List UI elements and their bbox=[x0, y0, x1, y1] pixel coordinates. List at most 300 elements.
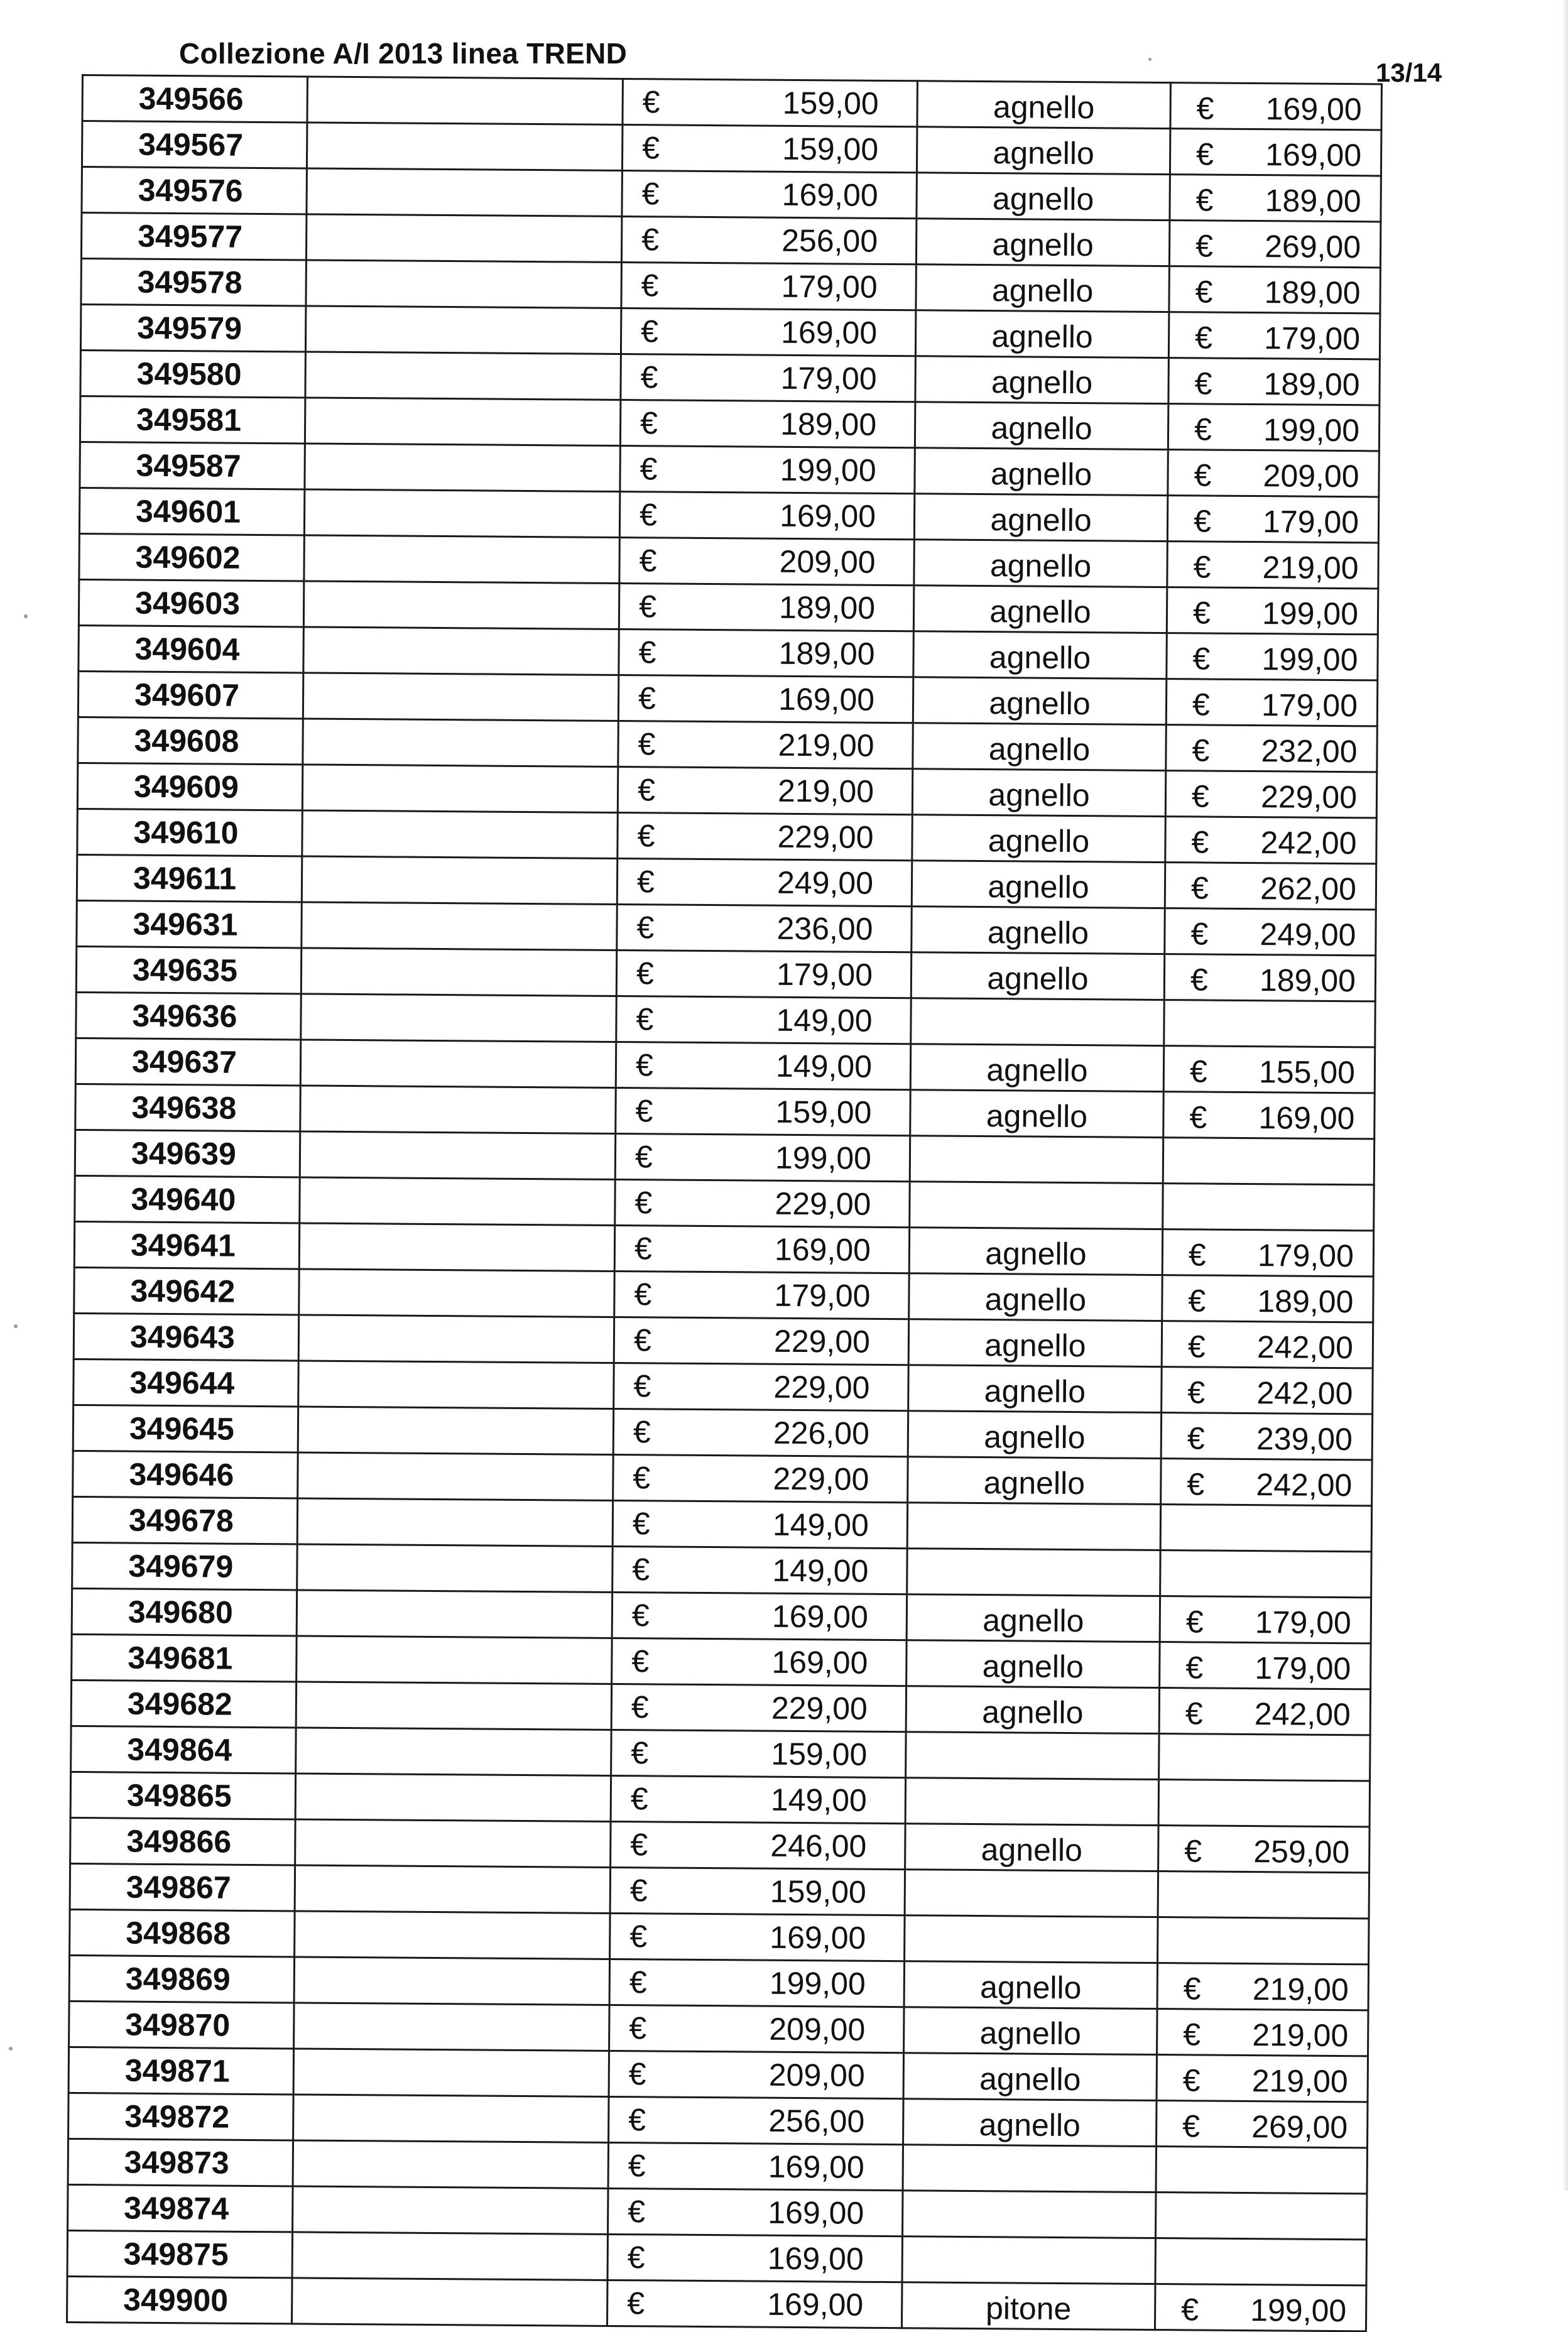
currency-symbol: € bbox=[612, 1500, 658, 1547]
currency-symbol: € bbox=[1155, 2284, 1200, 2331]
base-price: 236,00 bbox=[662, 905, 912, 952]
description-cell bbox=[298, 1452, 613, 1501]
scan-speck bbox=[24, 614, 28, 618]
currency-symbol: € bbox=[1168, 450, 1214, 496]
material-price: 219,00 bbox=[1212, 542, 1379, 589]
material-name bbox=[910, 1182, 1163, 1229]
base-price: 229,00 bbox=[660, 1180, 910, 1228]
description-cell bbox=[293, 2140, 608, 2189]
article-code: 349680 bbox=[72, 1588, 297, 1635]
currency-symbol: € bbox=[613, 1454, 659, 1501]
currency-symbol: € bbox=[619, 491, 665, 538]
currency-symbol: € bbox=[1168, 404, 1214, 450]
description-cell bbox=[299, 1223, 614, 1272]
base-price: 246,00 bbox=[656, 1822, 905, 1870]
description-cell bbox=[304, 489, 619, 538]
currency-symbol: € bbox=[1157, 2101, 1202, 2147]
currency-symbol: € bbox=[612, 1592, 658, 1638]
description-cell bbox=[297, 1636, 612, 1684]
description-cell bbox=[303, 627, 619, 675]
article-code: 349641 bbox=[74, 1221, 300, 1268]
material-name: agnello bbox=[904, 1961, 1157, 2009]
base-price: 149,00 bbox=[656, 1776, 906, 1824]
description-cell bbox=[293, 2095, 609, 2143]
description-cell bbox=[298, 1361, 614, 1409]
article-code: 349603 bbox=[79, 579, 304, 626]
base-price: 169,00 bbox=[666, 308, 916, 356]
article-code: 349602 bbox=[79, 533, 305, 580]
description-cell bbox=[303, 581, 619, 629]
currency-symbol: € bbox=[614, 1271, 660, 1317]
material-name: agnello bbox=[908, 1457, 1161, 1505]
material-name: agnello bbox=[910, 1090, 1163, 1138]
currency-symbol: € bbox=[612, 1638, 658, 1684]
description-cell bbox=[294, 1957, 609, 2005]
currency-symbol: € bbox=[1167, 542, 1213, 588]
material-name: agnello bbox=[913, 677, 1166, 725]
description-cell bbox=[302, 856, 617, 905]
base-price: 226,00 bbox=[658, 1409, 908, 1457]
base-price: 159,00 bbox=[655, 1868, 905, 1915]
currency-symbol: € bbox=[1162, 1321, 1207, 1368]
article-code: 349679 bbox=[72, 1542, 298, 1589]
description-cell bbox=[295, 1865, 610, 1914]
base-price: 256,00 bbox=[654, 2097, 904, 2145]
article-code: 349640 bbox=[75, 1175, 300, 1223]
material-price: 179,00 bbox=[1212, 496, 1379, 543]
material-price bbox=[1208, 1184, 1375, 1231]
currency-symbol: € bbox=[1165, 908, 1211, 955]
material-price: 249,00 bbox=[1210, 908, 1376, 956]
price-list-table bbox=[66, 74, 1383, 2332]
article-code: 349579 bbox=[80, 305, 306, 352]
currency-symbol: € bbox=[609, 2005, 655, 2051]
currency-symbol: € bbox=[616, 996, 662, 1042]
article-code: 349682 bbox=[71, 1680, 297, 1727]
scan-speck bbox=[14, 1324, 18, 1328]
base-price: 159,00 bbox=[661, 1088, 911, 1136]
material-name bbox=[905, 1870, 1158, 1917]
base-price: 209,00 bbox=[655, 2005, 905, 2053]
material-price: 189,00 bbox=[1215, 175, 1381, 222]
currency-symbol: € bbox=[1167, 496, 1213, 542]
material-name: agnello bbox=[915, 402, 1168, 450]
article-code: 349578 bbox=[81, 259, 307, 306]
currency-symbol: € bbox=[611, 1775, 656, 1822]
currency-symbol bbox=[1156, 2147, 1202, 2193]
description-cell bbox=[302, 810, 618, 859]
currency-symbol: € bbox=[1161, 1413, 1207, 1459]
article-code: 349638 bbox=[75, 1084, 301, 1131]
base-price: 229,00 bbox=[658, 1455, 908, 1503]
description-cell bbox=[302, 765, 618, 813]
currency-symbol bbox=[1158, 1917, 1204, 1964]
currency-symbol: € bbox=[1169, 266, 1215, 313]
description-cell bbox=[307, 168, 622, 217]
material-name: agnello bbox=[917, 127, 1170, 175]
base-price: 219,00 bbox=[663, 721, 913, 769]
description-cell bbox=[306, 260, 621, 308]
description-cell bbox=[296, 1682, 611, 1730]
currency-symbol: € bbox=[618, 812, 663, 859]
material-name bbox=[903, 2145, 1156, 2193]
currency-symbol: € bbox=[1158, 1826, 1204, 1872]
material-name: agnello bbox=[910, 1044, 1163, 1092]
material-price bbox=[1208, 1138, 1375, 1185]
description-cell bbox=[304, 535, 619, 584]
article-code: 349580 bbox=[80, 350, 306, 397]
article-code: 349642 bbox=[74, 1267, 300, 1314]
currency-symbol: € bbox=[1163, 1092, 1209, 1138]
currency-symbol: € bbox=[611, 1684, 657, 1730]
currency-symbol: € bbox=[1157, 2055, 1202, 2101]
description-cell bbox=[298, 1315, 614, 1363]
description-cell bbox=[298, 1407, 613, 1455]
material-name: agnello bbox=[917, 173, 1170, 221]
material-name: agnello bbox=[903, 2053, 1157, 2101]
material-name: agnello bbox=[915, 310, 1168, 358]
table-row bbox=[67, 2276, 1366, 2331]
base-price: 169,00 bbox=[657, 1638, 907, 1686]
base-price: 169,00 bbox=[667, 171, 917, 219]
material-price: 189,00 bbox=[1209, 954, 1376, 1001]
article-code: 349607 bbox=[78, 671, 303, 718]
material-price bbox=[1206, 1550, 1372, 1598]
currency-symbol: € bbox=[1160, 1596, 1206, 1643]
article-code: 349581 bbox=[80, 396, 305, 443]
material-name: agnello bbox=[904, 2007, 1157, 2055]
currency-symbol: € bbox=[1168, 358, 1214, 405]
material-name: agnello bbox=[912, 861, 1165, 908]
currency-symbol: € bbox=[607, 2280, 653, 2326]
base-price: 169,00 bbox=[655, 1914, 905, 1961]
material-name: agnello bbox=[913, 631, 1167, 679]
base-price: 256,00 bbox=[667, 217, 917, 264]
material-name: agnello bbox=[908, 1365, 1162, 1413]
article-code: 349637 bbox=[75, 1038, 301, 1085]
description-cell bbox=[305, 398, 620, 446]
currency-symbol bbox=[1159, 1734, 1205, 1780]
description-cell bbox=[307, 123, 622, 171]
base-price: 149,00 bbox=[658, 1547, 908, 1594]
article-code: 349871 bbox=[68, 2047, 294, 2094]
description-cell bbox=[299, 1269, 614, 1317]
base-price: 189,00 bbox=[664, 584, 914, 631]
article-code: 349681 bbox=[72, 1634, 297, 1681]
base-price: 169,00 bbox=[653, 2235, 903, 2282]
description-cell bbox=[292, 2232, 607, 2280]
material-name bbox=[907, 1549, 1160, 1596]
article-code: 349609 bbox=[77, 763, 303, 810]
base-price: 199,00 bbox=[660, 1134, 910, 1182]
material-name bbox=[906, 1732, 1159, 1780]
description-cell bbox=[305, 306, 621, 354]
currency-symbol: € bbox=[620, 446, 666, 493]
base-price: 209,00 bbox=[654, 2051, 904, 2099]
material-name: agnello bbox=[914, 494, 1167, 542]
article-code: 349864 bbox=[71, 1726, 297, 1773]
description-cell bbox=[292, 2278, 607, 2326]
currency-symbol: € bbox=[611, 1730, 657, 1776]
base-price: 229,00 bbox=[663, 813, 913, 861]
material-name: agnello bbox=[906, 1686, 1159, 1734]
article-code: 349566 bbox=[82, 75, 308, 123]
currency-symbol: € bbox=[1167, 587, 1212, 634]
material-name: agnello bbox=[913, 723, 1166, 771]
currency-symbol: € bbox=[1170, 129, 1216, 175]
article-code: 349869 bbox=[69, 1955, 295, 2002]
scan-edge-shadow bbox=[1562, 0, 1568, 2191]
currency-symbol: € bbox=[1162, 1275, 1208, 1322]
currency-symbol bbox=[1158, 1780, 1204, 1826]
material-price bbox=[1200, 2193, 1367, 2240]
material-price: 219,00 bbox=[1202, 2055, 1368, 2102]
article-code: 349601 bbox=[79, 488, 305, 535]
currency-symbol: € bbox=[615, 1179, 661, 1226]
base-price: 149,00 bbox=[658, 1501, 908, 1549]
material-name bbox=[902, 2237, 1155, 2284]
material-name: agnello bbox=[915, 356, 1168, 404]
base-price: 169,00 bbox=[652, 2280, 902, 2328]
article-code: 349604 bbox=[79, 625, 304, 672]
base-price: 169,00 bbox=[665, 492, 914, 540]
base-price: 169,00 bbox=[657, 1593, 907, 1640]
article-code: 349567 bbox=[82, 121, 307, 168]
material-price: 269,00 bbox=[1202, 2101, 1368, 2148]
material-price bbox=[1201, 2147, 1368, 2194]
currency-symbol: € bbox=[613, 1408, 659, 1455]
base-price: 179,00 bbox=[667, 263, 917, 310]
material-price: 242,00 bbox=[1207, 1321, 1373, 1368]
description-cell bbox=[295, 1774, 611, 1822]
material-name: agnello bbox=[912, 815, 1165, 863]
description-cell bbox=[303, 719, 618, 767]
currency-symbol: € bbox=[1167, 633, 1212, 680]
base-price: 159,00 bbox=[667, 125, 917, 173]
material-price bbox=[1209, 1000, 1376, 1047]
material-price: 179,00 bbox=[1207, 1229, 1374, 1277]
description-cell bbox=[293, 2049, 609, 2097]
article-code: 349868 bbox=[70, 1909, 295, 1956]
currency-symbol: € bbox=[617, 904, 663, 951]
currency-symbol: € bbox=[608, 2188, 654, 2235]
article-code: 349870 bbox=[69, 2001, 295, 2048]
article-code: 349872 bbox=[68, 2093, 294, 2140]
material-price: 269,00 bbox=[1214, 221, 1381, 268]
currency-symbol: € bbox=[622, 125, 668, 172]
currency-symbol: € bbox=[614, 1363, 660, 1409]
base-price: 169,00 bbox=[653, 2189, 903, 2237]
description-cell bbox=[294, 2003, 609, 2051]
article-code: 349587 bbox=[80, 442, 305, 489]
page-number: 13/14 bbox=[1376, 58, 1442, 87]
base-price: 199,00 bbox=[665, 446, 915, 494]
material-name bbox=[907, 1503, 1160, 1550]
material-price: 239,00 bbox=[1206, 1413, 1373, 1460]
article-code: 349873 bbox=[68, 2139, 293, 2186]
article-code: 349608 bbox=[78, 717, 303, 764]
description-cell bbox=[300, 1131, 615, 1180]
currency-symbol: € bbox=[1166, 725, 1212, 771]
currency-symbol: € bbox=[621, 308, 667, 355]
material-name: agnello bbox=[906, 1594, 1160, 1642]
article-code: 349866 bbox=[70, 1817, 296, 1865]
currency-symbol: € bbox=[611, 1821, 656, 1868]
material-price: 219,00 bbox=[1202, 1963, 1369, 2010]
material-name bbox=[911, 998, 1164, 1046]
base-price: 179,00 bbox=[666, 354, 915, 402]
material-price bbox=[1203, 1872, 1369, 1919]
currency-symbol: € bbox=[1157, 1963, 1203, 2010]
material-price: 179,00 bbox=[1214, 312, 1380, 359]
base-price: 159,00 bbox=[656, 1730, 906, 1778]
currency-symbol: € bbox=[1160, 1642, 1206, 1689]
material-name: pitone bbox=[901, 2282, 1155, 2330]
base-price: 229,00 bbox=[659, 1363, 908, 1411]
currency-symbol: € bbox=[610, 1867, 656, 1914]
material-name: agnello bbox=[917, 81, 1170, 129]
currency-symbol bbox=[1160, 1550, 1206, 1597]
description-cell bbox=[295, 1819, 611, 1868]
base-price: 179,00 bbox=[662, 951, 911, 998]
currency-symbol: € bbox=[1166, 679, 1212, 726]
currency-symbol: € bbox=[618, 675, 664, 721]
material-price bbox=[1200, 2238, 1367, 2286]
base-price: 149,00 bbox=[662, 996, 911, 1044]
article-code: 349631 bbox=[77, 900, 302, 947]
currency-symbol: € bbox=[609, 1959, 655, 2005]
article-code: 349636 bbox=[76, 992, 302, 1039]
currency-symbol: € bbox=[619, 629, 665, 675]
currency-symbol: € bbox=[623, 79, 668, 126]
currency-symbol: € bbox=[1170, 175, 1216, 221]
currency-symbol bbox=[1158, 1872, 1204, 1918]
material-price: 189,00 bbox=[1214, 358, 1380, 405]
material-name: agnello bbox=[913, 586, 1167, 633]
currency-symbol: € bbox=[616, 1042, 662, 1088]
description-cell bbox=[301, 948, 616, 996]
base-price: 149,00 bbox=[661, 1042, 911, 1090]
base-price: 179,00 bbox=[660, 1272, 910, 1319]
article-code: 349610 bbox=[77, 809, 303, 856]
description-cell bbox=[293, 2186, 608, 2235]
material-price: 229,00 bbox=[1211, 771, 1377, 818]
material-price: 179,00 bbox=[1205, 1642, 1371, 1689]
currency-symbol: € bbox=[1157, 2009, 1203, 2056]
material-price: 169,00 bbox=[1209, 1092, 1375, 1139]
description-cell bbox=[300, 1177, 615, 1226]
article-code: 349865 bbox=[70, 1772, 296, 1819]
material-name: agnello bbox=[905, 1824, 1158, 1872]
currency-symbol: € bbox=[615, 1133, 661, 1180]
material-price: 179,00 bbox=[1211, 679, 1378, 726]
description-cell bbox=[301, 994, 616, 1042]
description-cell bbox=[297, 1590, 612, 1638]
material-price: 262,00 bbox=[1210, 863, 1376, 910]
currency-symbol: € bbox=[621, 263, 667, 309]
article-code: 349678 bbox=[72, 1496, 298, 1544]
currency-symbol: € bbox=[1165, 817, 1211, 863]
article-code: 349643 bbox=[74, 1313, 299, 1360]
material-name: agnello bbox=[908, 1319, 1162, 1367]
description-cell bbox=[307, 77, 623, 125]
currency-symbol: € bbox=[622, 171, 668, 217]
material-name: agnello bbox=[912, 769, 1165, 817]
material-price: 179,00 bbox=[1205, 1596, 1371, 1643]
material-price: 169,00 bbox=[1215, 129, 1381, 176]
base-price: 169,00 bbox=[663, 675, 913, 723]
currency-symbol: € bbox=[619, 583, 665, 629]
material-name: agnello bbox=[912, 907, 1165, 954]
currency-symbol: € bbox=[614, 1225, 660, 1272]
material-price: 219,00 bbox=[1202, 2009, 1369, 2056]
description-cell bbox=[297, 1498, 612, 1547]
currency-symbol: € bbox=[616, 950, 662, 996]
base-price: 249,00 bbox=[662, 859, 912, 907]
article-code: 349646 bbox=[73, 1451, 298, 1498]
currency-symbol: € bbox=[614, 1317, 660, 1363]
article-code: 349875 bbox=[67, 2230, 293, 2277]
currency-symbol: € bbox=[619, 537, 665, 584]
currency-symbol: € bbox=[1169, 221, 1215, 267]
article-code: 349644 bbox=[74, 1359, 299, 1406]
description-cell bbox=[302, 902, 617, 951]
article-code: 349867 bbox=[70, 1863, 295, 1910]
description-cell bbox=[305, 444, 620, 492]
currency-symbol: € bbox=[1163, 1046, 1209, 1092]
scan-speck bbox=[9, 2047, 13, 2051]
material-price bbox=[1203, 1917, 1369, 1964]
material-name: agnello bbox=[911, 952, 1164, 1000]
material-price: 189,00 bbox=[1214, 266, 1381, 313]
currency-symbol: € bbox=[609, 2051, 655, 2097]
document-title: Collezione A/I 2013 linea TREND bbox=[179, 37, 628, 70]
currency-symbol: € bbox=[612, 1546, 658, 1593]
currency-symbol: € bbox=[1162, 1367, 1207, 1414]
base-price: 169,00 bbox=[653, 2143, 903, 2191]
material-price: 232,00 bbox=[1211, 725, 1378, 772]
material-price: 199,00 bbox=[1213, 404, 1380, 451]
currency-symbol: € bbox=[1161, 1459, 1207, 1505]
currency-symbol: € bbox=[1170, 83, 1216, 129]
currency-symbol: € bbox=[1164, 954, 1210, 1001]
currency-symbol: € bbox=[608, 2142, 654, 2189]
material-price: 199,00 bbox=[1212, 633, 1378, 680]
description-cell bbox=[300, 1086, 616, 1134]
material-name bbox=[903, 2191, 1156, 2238]
material-price: 242,00 bbox=[1204, 1688, 1371, 1735]
price-list-rows bbox=[67, 75, 1382, 2331]
description-cell bbox=[296, 1728, 611, 1776]
currency-symbol: € bbox=[1165, 771, 1211, 817]
currency-symbol: € bbox=[1165, 863, 1211, 909]
material-price: 242,00 bbox=[1206, 1459, 1373, 1506]
currency-symbol: € bbox=[1168, 312, 1214, 359]
material-price: 199,00 bbox=[1200, 2284, 1366, 2331]
description-cell bbox=[300, 1040, 616, 1088]
currency-symbol bbox=[1163, 1138, 1209, 1184]
base-price: 159,00 bbox=[668, 79, 918, 127]
article-code: 349900 bbox=[67, 2276, 293, 2323]
base-price: 169,00 bbox=[660, 1226, 910, 1273]
currency-symbol: € bbox=[617, 858, 663, 905]
material-price: 155,00 bbox=[1209, 1046, 1375, 1093]
material-price: 259,00 bbox=[1204, 1826, 1370, 1873]
material-price bbox=[1204, 1734, 1371, 1781]
material-price bbox=[1204, 1780, 1370, 1827]
material-name: agnello bbox=[909, 1273, 1162, 1321]
base-price: 199,00 bbox=[655, 1959, 904, 2007]
